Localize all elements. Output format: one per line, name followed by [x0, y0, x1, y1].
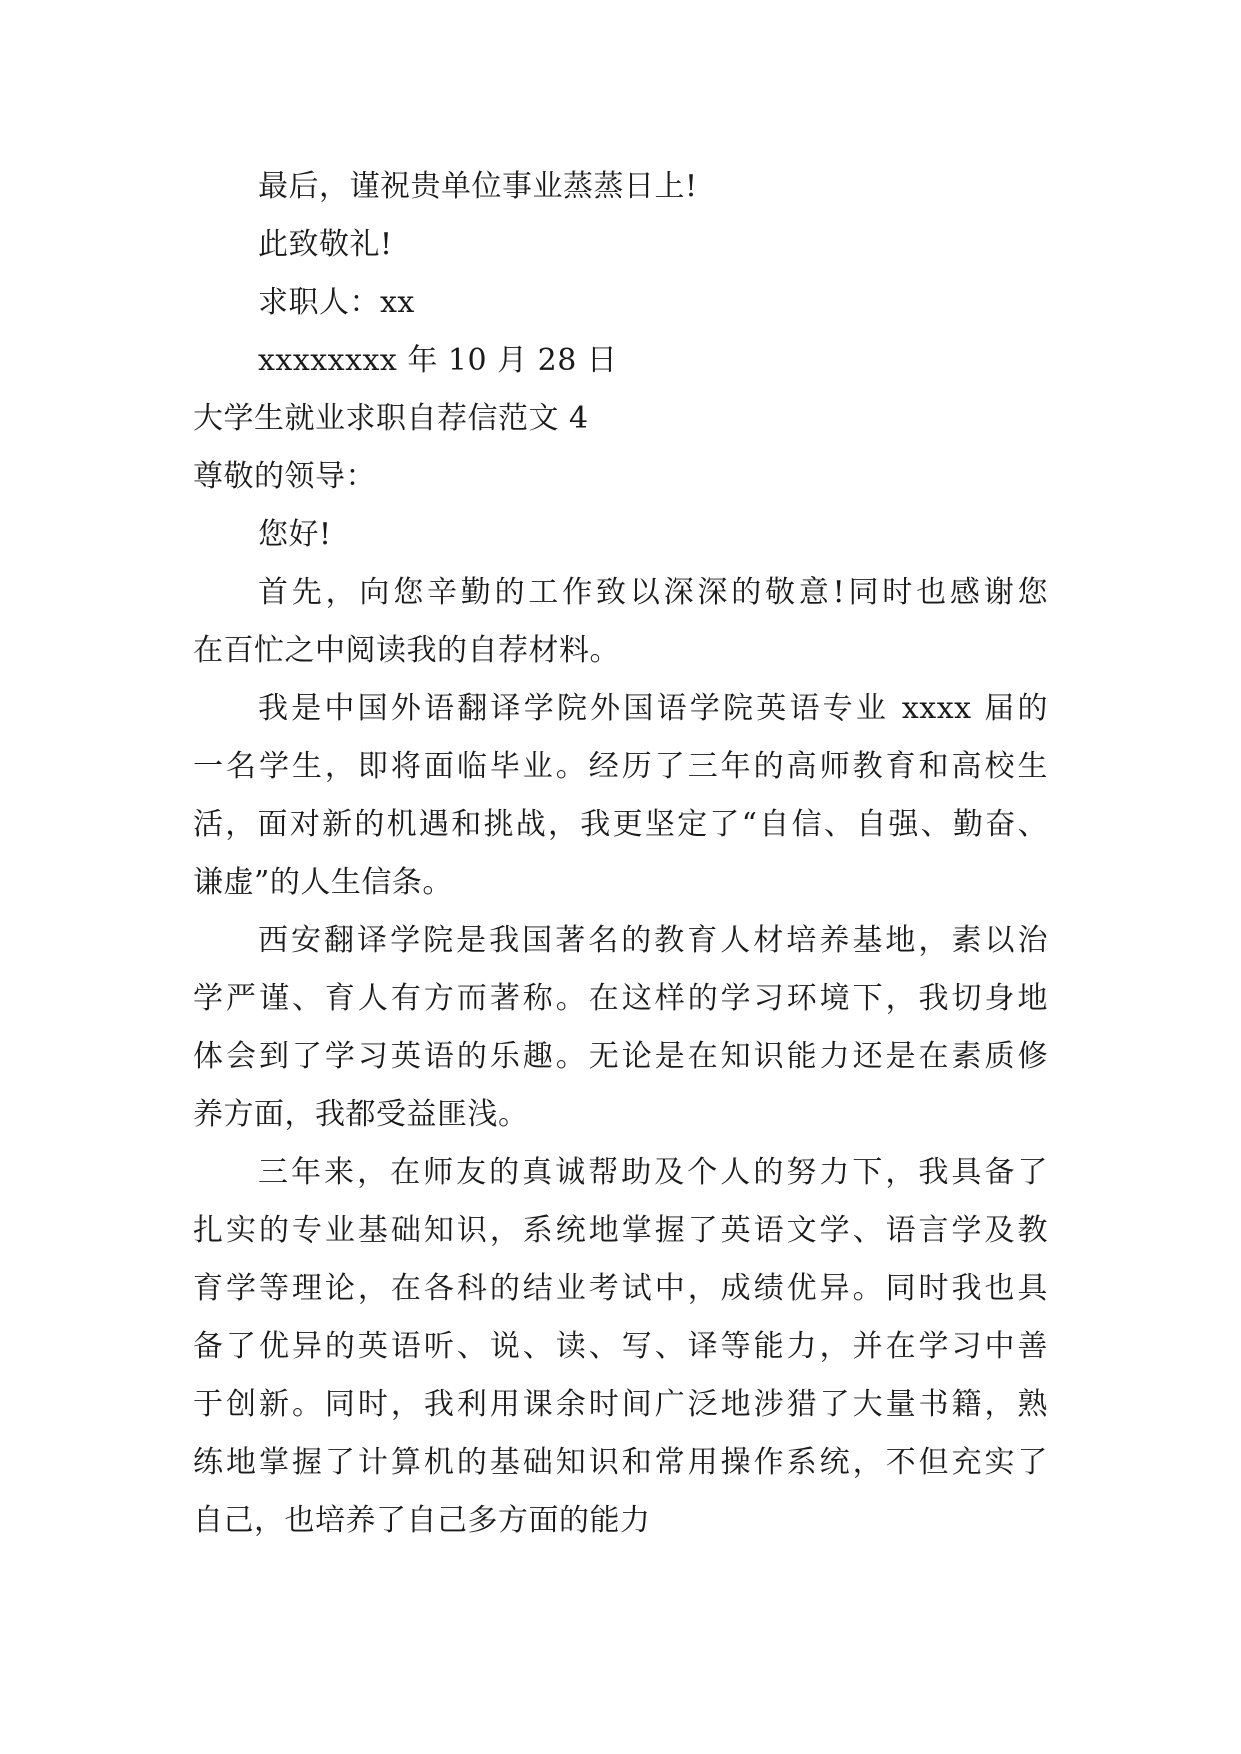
salutation: 尊敬的领导：: [193, 459, 376, 494]
closing-salute: 此致敬礼!: [258, 227, 393, 262]
paragraph-line: 一名学生，即将面临毕业。经历了三年的高师教育和高校生: [193, 749, 1048, 784]
greeting: 您好!: [258, 517, 332, 552]
paragraph-line: 首先，向您辛勤的工作致以深深的敬意!同时也感谢您: [258, 575, 1048, 610]
applicant-line: 求职人：xx: [258, 285, 415, 320]
paragraph-line: 体会到了学习英语的乐趣。无论是在知识能力还是在素质修: [193, 1039, 1048, 1074]
paragraph-line: 在百忙之中阅读我的自荐材料。: [193, 633, 620, 668]
paragraph-line: 我是中国外语翻译学院外国语学院英语专业 xxxx 届的: [258, 691, 1048, 726]
paragraph-line: 活，面对新的机遇和挑战，我更坚定了“自信、自强、勤奋、: [193, 807, 1048, 842]
paragraph-line: 养方面，我都受益匪浅。: [193, 1097, 529, 1132]
paragraph-line: 于创新。同时，我利用课余时间广泛地涉猎了大量书籍，熟: [193, 1387, 1048, 1422]
section-title: 大学生就业求职自荐信范文 4: [193, 401, 589, 436]
paragraph-line: 西安翻译学院是我国著名的教育人材培养基地，素以治: [258, 923, 1048, 958]
paragraph-line: 学严谨、育人有方而著称。在这样的学习环境下，我切身地: [193, 981, 1048, 1016]
closing-wish: 最后，谨祝贵单位事业蒸蒸日上!: [258, 169, 698, 204]
paragraph-line: 育学等理论，在各科的结业考试中，成绩优异。同时我也具: [193, 1271, 1048, 1306]
paragraph-line: 练地掌握了计算机的基础知识和常用操作系统，不但充实了: [193, 1445, 1048, 1480]
paragraph-line: 扎实的专业基础知识，系统地掌握了英语文学、语言学及教: [193, 1213, 1048, 1248]
paragraph-line: 自己，也培养了自己多方面的能力: [193, 1503, 651, 1538]
paragraph-line: 谦虚”的人生信条。: [193, 865, 453, 900]
paragraph-line: 三年来，在师友的真诚帮助及个人的努力下，我具备了: [258, 1155, 1048, 1190]
date-line: xxxxxxxx 年 10 月 28 日: [258, 343, 618, 378]
paragraph-line: 备了优异的英语听、说、读、写、译等能力，并在学习中善: [193, 1329, 1048, 1364]
